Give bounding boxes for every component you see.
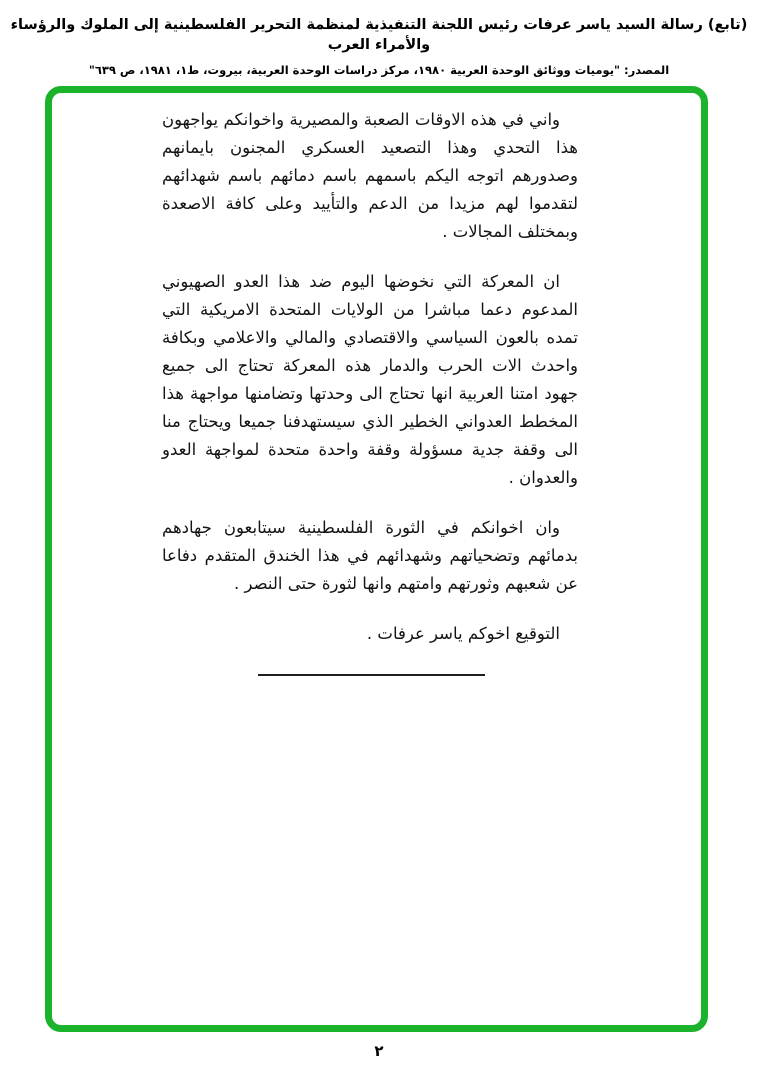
signature-text: التوقيع اخوكم ياسر عرفات .: [366, 624, 560, 643]
page-number: ٢: [374, 1042, 384, 1060]
document-source: المصدر: "يوميات ووثائق الوحدة العربية ١٩٨٠، مركز دراسات الوحدة العربية، بيروت، ط١، ١٩٨١، ص ٦٣٩": [88, 63, 670, 78]
letter-paragraph-3: وان اخوانكم في الثورة الفلسطينية سيتابعون جهادهم بدمائهم وتضحياتهم وشهدائهم في هذا الخندق المتقدم دفاعا عن شعبهم وثورتهم وامتهم وانها لثورة حتى النصر .: [162, 518, 578, 593]
document-title: (تابع) رسالة السيد ياسر عرفات رئيس اللجنة التنفيذية لمنظمة التحرير الفلسطينية إلى الملوك والرؤساء والأمراء العرب: [10, 17, 748, 53]
signature-divider: [258, 674, 485, 676]
letter-paragraph-2: ان المعركة التي نخوضها اليوم ضد هذا العدو الصهيوني المدعوم دعما مباشرا من الولايات المتحدة الامريكية التي تمده بالعون السياسي والاقتصادي والمالي والاعلامي وبكافة واحدث الات الحرب والدمار هذه المعركة تحتاج الى جميع جهود امتنا العربية انها تحتاج الى وحدتها وتضامنها مواجهة هذا المخطط العدواني الخطير الذي سيستهدفنا جميعا ويحتاج منا الى وقفة جدية مسؤولة وقفة واحدة متحدة لمواجهة العدو والعدوان .: [162, 272, 578, 487]
document-header: [0, 16, 758, 77]
letter-paragraph-1: واني في هذه الاوقات الصعبة والمصيرية واخوانكم يواجهون هذا التحدي وهذا التصعيد العسكري المجنون بايمانهم وصدورهم اتوجه اليكم باسمهم باسم دمائهم باسم شهدائهم لتقدموا لهم مزيدا من الدعم والتأييد وعلى كافة الاصعدة وبمختلف المجالات .: [162, 110, 578, 241]
letter-body: [162, 106, 578, 676]
